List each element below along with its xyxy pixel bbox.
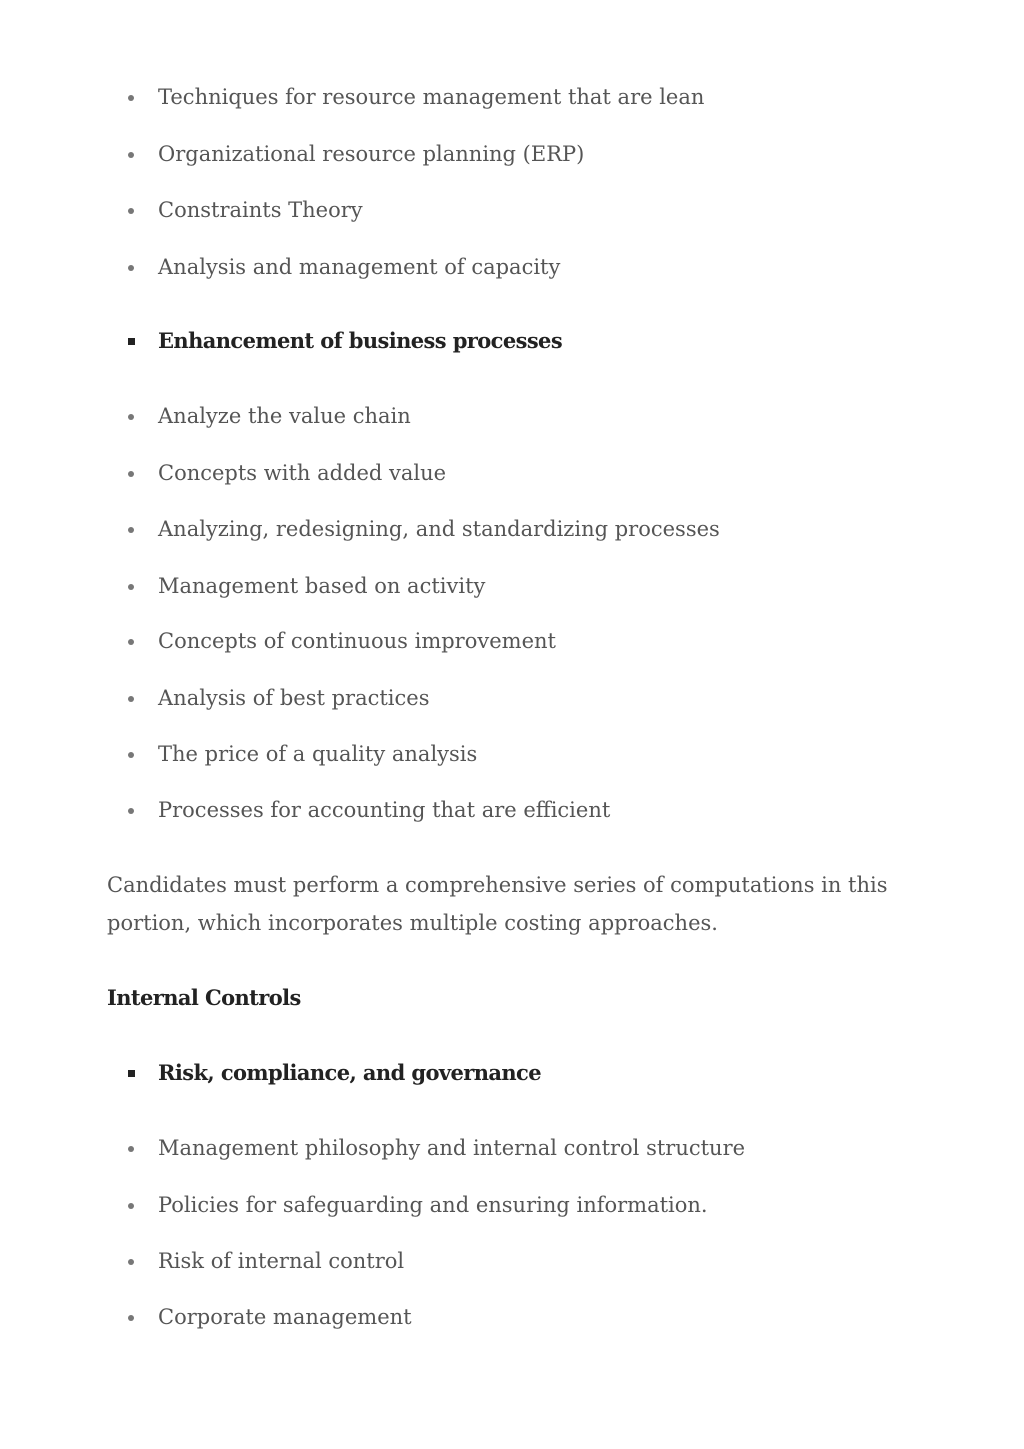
list-item-text: Management based on activity	[158, 574, 486, 598]
list-item	[0, 248, 1024, 288]
bullet-dot-icon	[128, 1146, 134, 1152]
list-item	[0, 1129, 1024, 1169]
list-item	[0, 78, 1024, 118]
bullet-dot-icon	[128, 95, 134, 101]
list-item	[0, 622, 1024, 662]
list-item-text: Analysis and management of capacity	[158, 255, 561, 279]
list-item-text: The price of a quality analysis	[158, 742, 478, 766]
list-item	[0, 567, 1024, 607]
list-item-text: Concepts of continuous improvement	[158, 629, 556, 653]
list-item	[0, 135, 1024, 175]
list-item-text: Concepts with added value	[158, 461, 447, 485]
subheading-governance	[0, 1054, 1024, 1094]
bullet-dot-icon	[128, 639, 134, 645]
subheading-business-processes	[0, 322, 1024, 362]
bullet-dot-icon	[128, 808, 134, 814]
square-bullet-icon	[128, 1070, 135, 1077]
bullet-dot-icon	[128, 584, 134, 590]
list-item-text: Risk of internal control	[158, 1249, 405, 1273]
bullet-dot-icon	[128, 265, 134, 271]
bullet-dot-icon	[128, 208, 134, 214]
bullet-dot-icon	[128, 471, 134, 477]
bullet-dot-icon	[128, 414, 134, 420]
list-item	[0, 191, 1024, 231]
bullet-dot-icon	[128, 696, 134, 702]
list-item	[0, 510, 1024, 550]
list-item-text: Organizational resource planning (ERP)	[158, 142, 585, 166]
bullet-dot-icon	[128, 1203, 134, 1209]
list-item-text: Corporate management	[158, 1305, 412, 1329]
list-item-text: Techniques for resource management that are lean	[158, 85, 705, 109]
subheading-text: Risk, compliance, and governance	[158, 1060, 541, 1085]
list-item	[0, 397, 1024, 437]
bullet-dot-icon	[128, 527, 134, 533]
list-item	[0, 1242, 1024, 1282]
bullet-dot-icon	[128, 1259, 134, 1265]
list-item	[0, 791, 1024, 831]
list-item	[0, 679, 1024, 719]
bullet-dot-icon	[128, 152, 134, 158]
list-item-text: Analysis of best practices	[158, 686, 430, 710]
list-item-text: Policies for safeguarding and ensuring information.	[158, 1193, 708, 1217]
list-item-text: Constraints Theory	[158, 198, 363, 222]
list-item	[0, 1298, 1024, 1338]
list-item	[0, 735, 1024, 775]
section-heading: Internal Controls	[107, 985, 301, 1010]
list-item-text: Processes for accounting that are efficient	[158, 798, 611, 822]
bullet-dot-icon	[128, 752, 134, 758]
list-item	[0, 454, 1024, 494]
subheading-text: Enhancement of business processes	[158, 328, 563, 353]
list-item-text: Management philosophy and internal control structure	[158, 1136, 746, 1160]
list-item	[0, 1186, 1024, 1226]
list-item-text: Analyzing, redesigning, and standardizing processes	[158, 517, 720, 541]
bullet-dot-icon	[128, 1315, 134, 1321]
square-bullet-icon	[128, 338, 135, 345]
body-paragraph: Candidates must perform a comprehensive series of computations in this portion, which incorporates multiple costing approaches.	[107, 873, 888, 935]
list-item-text: Analyze the value chain	[158, 404, 411, 428]
